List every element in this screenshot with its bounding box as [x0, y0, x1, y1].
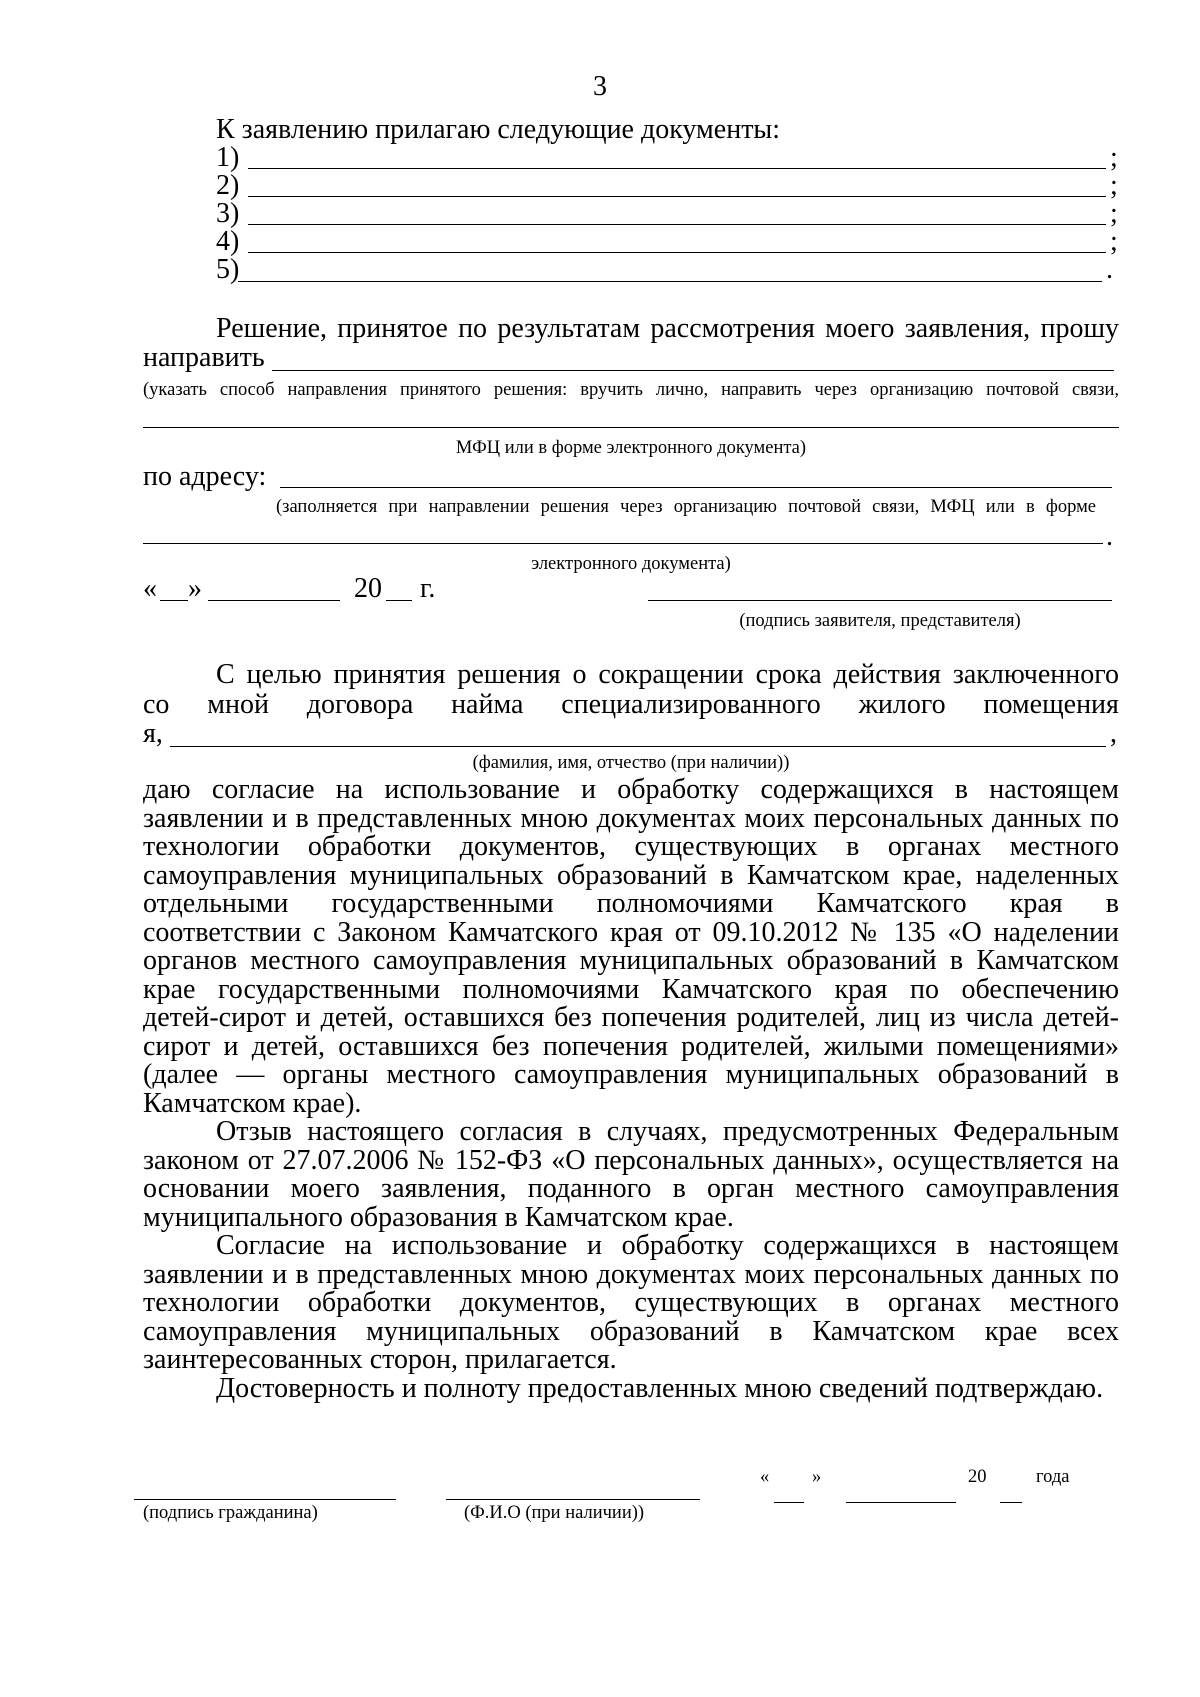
date-day-field[interactable]	[160, 600, 188, 601]
address-hint-1: (заполняется при направлении решения через организацию почтовой связи, МФЦ или в форме	[276, 497, 1096, 517]
date-year-field[interactable]	[386, 600, 412, 601]
consent-intro-line-2	[143, 690, 1119, 720]
date-year-suffix: г.	[420, 573, 436, 604]
consent-body-line: даю согласие на использование и обработку содержащихся в настоящем	[143, 774, 1119, 805]
word: со	[143, 689, 170, 720]
attachment-number: 3)	[216, 198, 240, 229]
full-name-hint: (фамилия, имя, отчество (при наличии))	[472, 753, 790, 773]
consent-body-line: органов местного самоуправления муниципальных образований в Камчатском	[143, 945, 1119, 976]
word: жилого	[858, 689, 946, 720]
delivery-method-field-continued[interactable]	[143, 427, 1119, 428]
confirmation-line: Достоверность и полноту предоставленных мною сведений подтверждаю.	[216, 1372, 1104, 1404]
consent-body-line: Камчатском крае).	[143, 1087, 362, 1119]
date-year-suffix-bottom: года	[1036, 1467, 1070, 1487]
attached-consent-line: самоуправления муниципальных образований в Камчатском крае всех	[143, 1315, 1119, 1347]
attached-consent-line: заинтересованных сторон, прилагается.	[143, 1344, 617, 1375]
attachments-heading: К заявлению прилагаю следующие документы:	[216, 114, 781, 145]
address-field[interactable]	[280, 487, 1112, 488]
address-label: по адресу:	[143, 461, 267, 492]
attached-consent-line: технологии обработки документов, существующих в органах местного	[143, 1287, 1119, 1318]
word: найма	[451, 689, 524, 720]
consent-body-line: соответствии с Законом Камчатского края от 09.10.2012 № 135 «О наделении	[143, 916, 1119, 948]
attachment-terminator: ;	[1110, 198, 1118, 229]
consent-body-line: заявлении и в представленных мною документах моих персональных данных по	[143, 802, 1119, 834]
consent-body-line: (далее — органы местного самоуправления муниципальных образований в	[143, 1059, 1119, 1090]
date-year-prefix-bottom: 20	[968, 1467, 987, 1487]
consent-body-line: детей-сирот и детей, оставшихся без попечения родителей, лиц из числа детей-	[143, 1002, 1119, 1033]
consent-body-line: крае государственными полномочиями Камчатского края по обеспечению	[143, 973, 1119, 1005]
page-number: 3	[593, 71, 607, 102]
revocation-line: законом от 27.07.2006 № 152-ФЗ «О персональных данных», осуществляется на	[143, 1144, 1119, 1176]
address-hint-2: электронного документа)	[531, 554, 731, 574]
date-year-prefix: 20	[354, 573, 382, 604]
date-day-field-bottom[interactable]	[774, 1502, 804, 1503]
attachment-number: 1)	[216, 142, 240, 173]
full-name-terminator: ,	[1110, 718, 1117, 749]
attachment-terminator: ;	[1110, 142, 1118, 173]
date-open-quote-bottom: «	[760, 1467, 770, 1487]
attachment-terminator: ;	[1110, 226, 1118, 257]
applicant-signature-hint: (подпись заявителя, представителя)	[739, 611, 1021, 631]
word: мной	[207, 689, 269, 720]
attachment-field-4[interactable]	[248, 252, 1106, 253]
consent-body-line: сирот и детей, оставшихся без попечения родителей, жилыми помещениями»	[143, 1030, 1119, 1062]
date-open-quote: «	[143, 573, 157, 604]
decision-line-2: направить	[143, 342, 265, 373]
attachment-number: 4)	[216, 226, 240, 257]
attachment-terminator: ;	[1110, 170, 1118, 201]
attached-consent-line: Согласие на использование и обработку содержащихся в настоящем	[216, 1230, 1119, 1261]
attachment-number: 2)	[216, 170, 240, 201]
attachment-field-1[interactable]	[248, 168, 1106, 169]
consent-body-line: технологии обработки документов, существующих в органах местного	[143, 831, 1119, 862]
delivery-method-field[interactable]	[272, 370, 1114, 371]
citizen-name-field[interactable]	[446, 1499, 700, 1500]
date-month-field[interactable]	[208, 600, 340, 601]
address-field-continued[interactable]	[143, 543, 1103, 544]
attachment-field-2[interactable]	[248, 196, 1106, 197]
citizen-name-hint: (Ф.И.О (при наличии))	[464, 1503, 645, 1523]
revocation-line: Отзыв настоящего согласия в случаях, предусмотренных Федеральным	[216, 1116, 1119, 1147]
attached-consent-line: заявлении и в представленных мною документах моих персональных данных по	[143, 1258, 1119, 1290]
consent-body-line: самоуправления муниципальных образований в Камчатском крае, наделенных	[143, 859, 1119, 891]
decision-line-1: Решение, принятое по результатам рассмотрения моего заявления, прошу	[216, 313, 1119, 344]
date-month-field-bottom[interactable]	[846, 1502, 956, 1503]
attachment-number: 5)	[216, 254, 240, 285]
applicant-signature-field[interactable]	[648, 600, 1112, 601]
citizen-signature-hint: (подпись гражданина)	[143, 1503, 318, 1523]
citizen-signature-field[interactable]	[134, 1499, 396, 1500]
attachment-terminator: .	[1106, 254, 1113, 285]
address-terminator: .	[1106, 521, 1113, 552]
attachment-field-5[interactable]	[238, 281, 1102, 282]
revocation-line: муниципального образования в Камчатском крае.	[143, 1201, 734, 1233]
word: договора	[306, 689, 414, 720]
consent-i-label: я,	[143, 718, 163, 749]
date-close-quote-bottom: »	[812, 1467, 822, 1487]
consent-intro-line-1: С целью принятия решения о сокращении срока действия заключенного	[216, 659, 1119, 690]
attachment-field-3[interactable]	[248, 224, 1106, 225]
revocation-line: основании моего заявления, поданного в орган местного самоуправления	[143, 1173, 1119, 1204]
date-year-field-bottom[interactable]	[1000, 1502, 1022, 1503]
word: специализированного	[561, 689, 821, 720]
delivery-method-hint-2: МФЦ или в форме электронного документа)	[455, 438, 807, 458]
full-name-field[interactable]	[170, 746, 1106, 747]
delivery-method-hint-1: (указать способ направления принятого решения: вручить лично, направить через организацию почтовой связи,	[143, 380, 1119, 400]
consent-body-line: отдельными государственными полномочиями Камчатского края в	[143, 888, 1119, 919]
word: помещения	[983, 689, 1119, 720]
date-close-quote: »	[188, 573, 202, 604]
